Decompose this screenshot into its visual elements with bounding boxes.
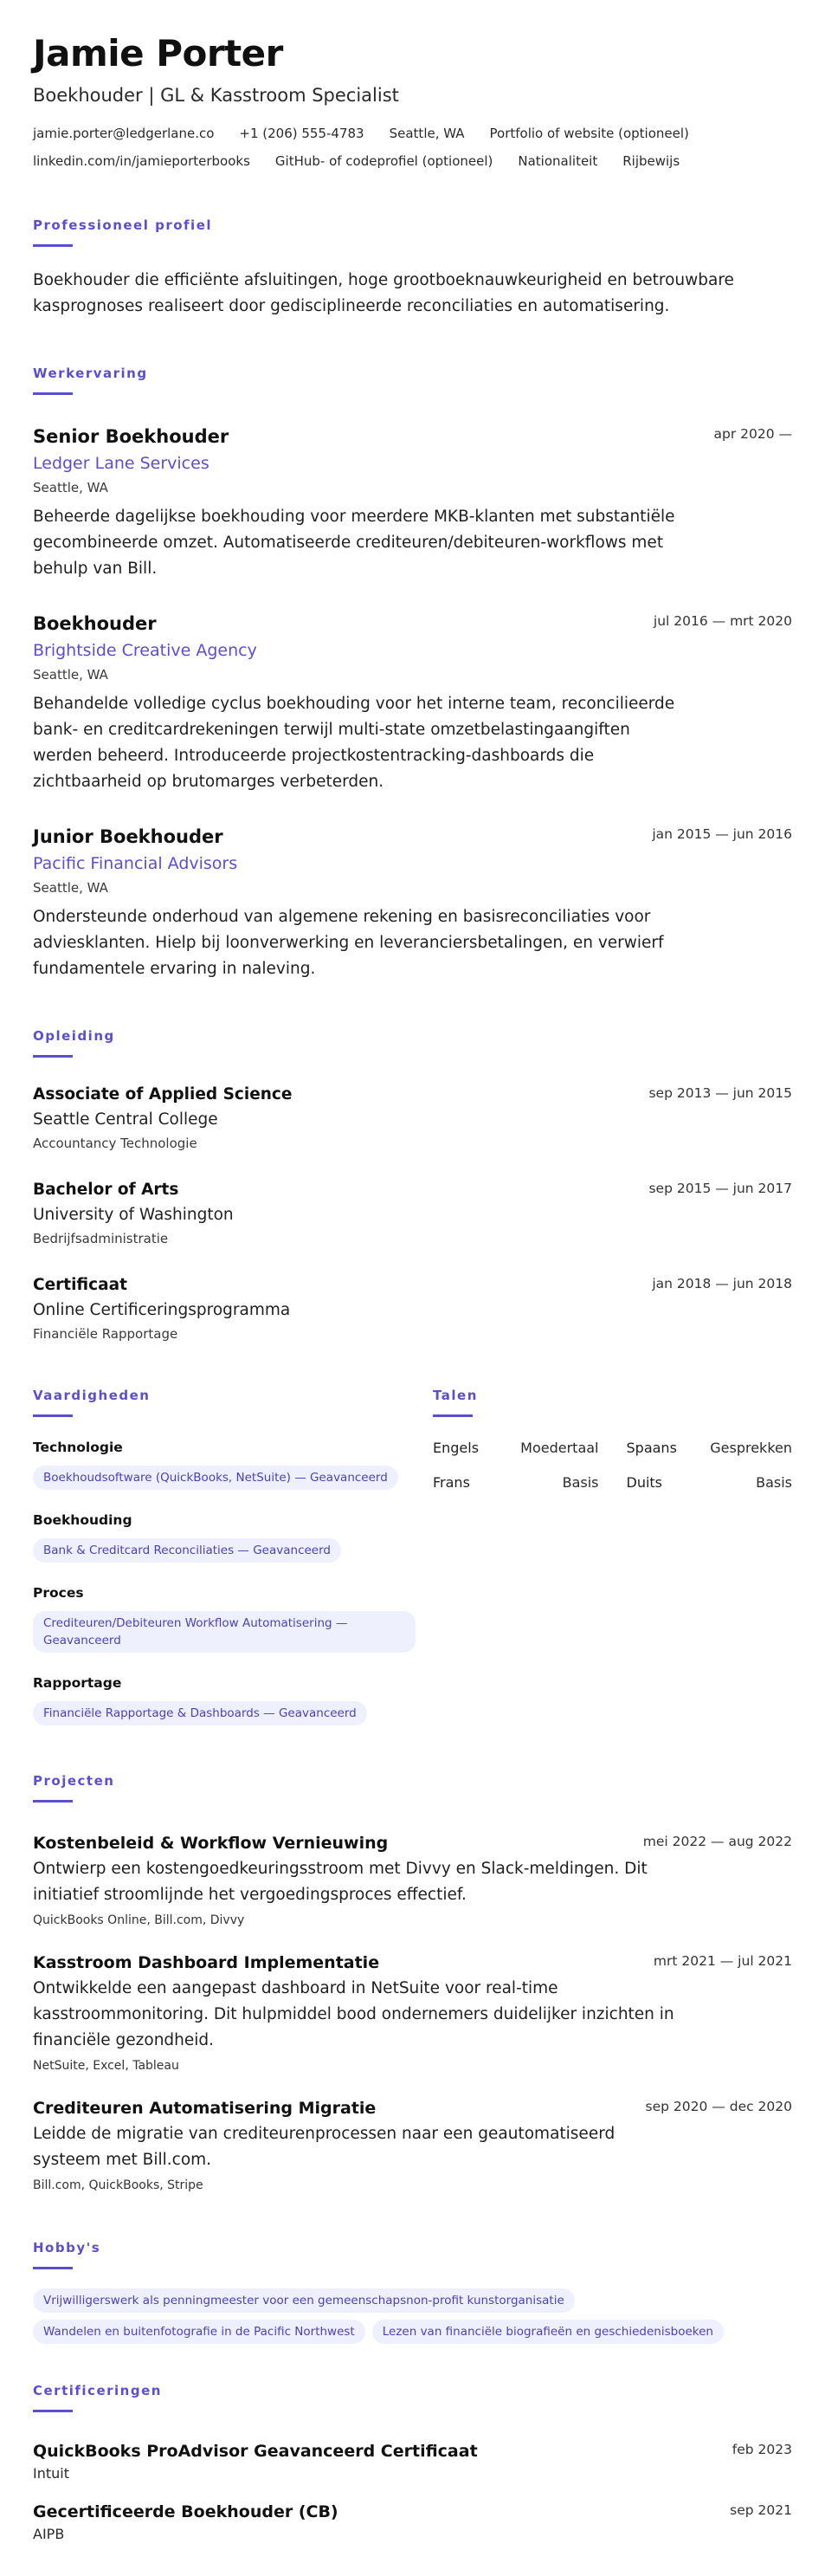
contact-github[interactable]: GitHub- of codeprofiel (optioneel): [274, 153, 493, 169]
language-name: Engels: [433, 1440, 480, 1456]
certification-name: QuickBooks ProAdvisor Geavanceerd Certificaat: [33, 2442, 478, 2461]
summary-text: Boekhouder die efficiënte afsluitingen, hoge grootboeknauwkeurigheid en betrouwbare kasprognoses realiseert door gedisciplineerde reconciliaties en automatisering.: [33, 271, 734, 315]
contact-location: Seattle, WA: [389, 126, 465, 141]
section-title: Projecten: [33, 1773, 115, 1789]
job-title: Senior Boekhouder: [33, 426, 229, 447]
job-company: Pacific Financial Advisors: [33, 854, 238, 873]
education-field: Financiële Rapportage: [33, 1326, 178, 1342]
hobby-list: [33, 2288, 792, 2344]
language-item: [627, 1474, 793, 1492]
education-school: Online Certificeringsprogramma: [33, 1301, 291, 1319]
skill-chip: Boekhoudsoftware (QuickBooks, NetSuite) — Geavanceerd: [33, 1466, 398, 1490]
job-company: Ledger Lane Services: [33, 454, 209, 473]
skill-chip: Crediteuren/Debiteuren Workflow Automatisering — Geavanceerd: [33, 1611, 416, 1653]
hobbies-section: [33, 2239, 792, 2344]
certification-date: sep 2021: [730, 2502, 792, 2518]
education-field: Accountancy Technologie: [33, 1136, 197, 1151]
section-title: Talen: [433, 1388, 478, 1403]
education-school: University of Washington: [33, 1206, 234, 1224]
languages-section: [433, 1387, 792, 1746]
project-name: Kasstroom Dashboard Implementatie: [33, 1953, 380, 1972]
job-location: Seattle, WA: [33, 480, 108, 495]
skill-group: [33, 1438, 416, 1490]
section-title: Vaardigheden: [33, 1388, 151, 1403]
education-degree: Certificaat: [33, 1276, 127, 1294]
skills-section: [33, 1387, 433, 1746]
section-divider: [33, 392, 73, 395]
section-divider: [33, 2410, 73, 2412]
contact-drivers-license: Rijbewijs: [622, 153, 680, 169]
section-title: Opleiding: [33, 1028, 115, 1044]
project-dates: sep 2020 — dec 2020: [645, 2099, 792, 2114]
education-dates: sep 2015 — jun 2017: [648, 1181, 792, 1196]
experience-item: [33, 612, 792, 795]
certifications-section: [33, 2382, 792, 2544]
job-location: Seattle, WA: [33, 880, 108, 896]
skill-group: [33, 1583, 416, 1653]
contact-list: [33, 125, 786, 170]
section-divider: [33, 2267, 73, 2269]
experience-dates: apr 2020 —: [713, 426, 792, 442]
project-item: [33, 2097, 792, 2194]
language-name: Duits: [626, 1474, 663, 1491]
skill-category: Technologie: [33, 1440, 123, 1455]
contact-phone[interactable]: +1 (206) 555-4783: [239, 126, 364, 141]
section-title: Certificeringen: [33, 2383, 162, 2398]
education-item: [33, 1084, 792, 1153]
project-item: [33, 1951, 792, 2074]
candidate-headline: Boekhouder | GL & Kasstroom Specialist: [33, 85, 399, 106]
job-description: Beheerde dagelijkse boekhouding voor meerdere MKB-klanten met substantiële gecombineerde omzet. Automatiseerde crediteuren/debiteuren-workflows met behulp van Bill.: [33, 508, 675, 578]
skill-chip: Financiële Rapportage & Dashboards — Geavanceerd: [33, 1701, 367, 1725]
certification-item: [33, 2501, 792, 2544]
project-dates: mrt 2021 — jul 2021: [653, 1953, 792, 1969]
certification-issuer: Intuit: [33, 2465, 69, 2482]
section-title: Werkervaring: [33, 366, 148, 381]
summary-section: [33, 217, 792, 320]
section-divider: [33, 1800, 73, 1803]
education-degree: Bachelor of Arts: [33, 1181, 179, 1199]
section-divider: [33, 1055, 73, 1058]
education-degree: Associate of Applied Science: [33, 1085, 293, 1104]
experience-section: [33, 365, 792, 982]
language-list: [433, 1440, 792, 1492]
project-description: Ontwierp een kostengoedkeuringsstroom met Divvy en Slack-meldingen. Dit initiatief stroomlijnde het vergoedingsproces effectief.: [33, 1860, 648, 1904]
project-dates: mei 2022 — aug 2022: [642, 1834, 792, 1849]
language-level: Moedertaal: [520, 1440, 599, 1456]
project-description: Ontwikkelde een aangepast dashboard in NetSuite voor real-time kasstroommonitoring. Dit hulpmiddel bood ondernemers duidelijker inzichten in financiële gezondheid.: [33, 1979, 674, 2049]
language-level: Basis: [562, 1474, 599, 1491]
education-dates: jan 2018 — jun 2018: [652, 1276, 792, 1291]
skill-group: [33, 1511, 416, 1563]
language-name: Frans: [433, 1474, 470, 1491]
hobby-chip: Lezen van financiële biografieën en geschiedenisboeken: [372, 2320, 724, 2344]
contact-linkedin[interactable]: linkedin.com/in/jamieporterbooks: [33, 153, 250, 169]
job-company: Brightside Creative Agency: [33, 641, 257, 660]
certification-issuer: AIPB: [33, 2526, 65, 2542]
certification-item: [33, 2440, 792, 2483]
job-title: Junior Boekhouder: [33, 826, 223, 847]
language-item: [433, 1474, 599, 1492]
project-name: Kostenbeleid & Workflow Vernieuwing: [33, 1834, 389, 1853]
skill-group: [33, 1673, 416, 1725]
education-school: Seattle Central College: [33, 1110, 218, 1129]
section-divider: [433, 1414, 473, 1417]
hobby-chip: Wandelen en buitenfotografie in de Pacific Northwest: [33, 2320, 365, 2344]
education-field: Bedrijfsadministratie: [33, 1231, 169, 1246]
candidate-name: Jamie Porter: [33, 32, 283, 74]
language-level: Gesprekken: [710, 1440, 792, 1456]
education-item: [33, 1274, 792, 1343]
project-item: [33, 1832, 792, 1929]
hobby-chip: Vrijwilligerswerk als penningmeester voor een gemeenschapsnon-profit kunstorganisatie: [33, 2288, 575, 2313]
language-item: [433, 1440, 599, 1457]
job-title: Boekhouder: [33, 613, 157, 634]
experience-dates: jul 2016 — mrt 2020: [653, 613, 792, 629]
education-section: [33, 1027, 792, 1343]
certification-date: feb 2023: [732, 2442, 792, 2457]
skills-languages-row: [33, 1387, 792, 1746]
section-divider: [33, 1414, 73, 1417]
job-description: Behandelde volledige cyclus boekhouding voor het interne team, reconcilieerde bank- en creditcardrekeningen terwijl multi-state omzetbelastingaangiften werden beheerd. Introduceerde projectkostentracking-dashboards die zichtbaarheid op brutomarges verbeterden.: [33, 695, 675, 791]
language-level: Basis: [756, 1474, 792, 1491]
job-description: Ondersteunde onderhoud van algemene rekening en basisreconciliaties voor adviesklanten. Hielp bij loonverwerking en leveranciersbetalingen, en verwierf fundamentele ervaring in naleving.: [33, 908, 664, 978]
skill-category: Boekhouding: [33, 1512, 132, 1528]
section-title: Professioneel profiel: [33, 217, 213, 233]
language-name: Spaans: [626, 1440, 677, 1456]
experience-item: [33, 825, 792, 982]
project-description: Leidde de migratie van crediteurenprocessen naar een geautomatiseerd systeem met Bill.com.: [33, 2125, 616, 2169]
projects-section: [33, 1772, 792, 2194]
contact-nationality: Nationaliteit: [518, 153, 598, 169]
project-tech: QuickBooks Online, Bill.com, Divvy: [33, 1913, 245, 1927]
contact-portfolio[interactable]: Portfolio of website (optioneel): [489, 126, 689, 141]
education-item: [33, 1179, 792, 1248]
section-title: Hobby's: [33, 2240, 101, 2256]
language-item: [627, 1440, 793, 1457]
education-dates: sep 2013 — jun 2015: [648, 1085, 792, 1101]
contact-email[interactable]: jamie.porter@ledgerlane.co: [33, 126, 215, 141]
certification-name: Gecertificeerde Boekhouder (CB): [33, 2502, 338, 2521]
project-tech: Bill.com, QuickBooks, Stripe: [33, 2178, 203, 2192]
job-location: Seattle, WA: [33, 667, 108, 683]
resume-header: [33, 31, 792, 170]
project-name: Crediteuren Automatisering Migratie: [33, 2099, 377, 2118]
skill-chip: Bank & Creditcard Reconciliaties — Geavanceerd: [33, 1538, 341, 1563]
skill-category: Proces: [33, 1585, 84, 1601]
section-divider: [33, 244, 73, 247]
experience-dates: jan 2015 — jun 2016: [652, 826, 792, 842]
skill-category: Rapportage: [33, 1675, 122, 1691]
project-tech: NetSuite, Excel, Tableau: [33, 2059, 179, 2073]
experience-item: [33, 424, 792, 582]
